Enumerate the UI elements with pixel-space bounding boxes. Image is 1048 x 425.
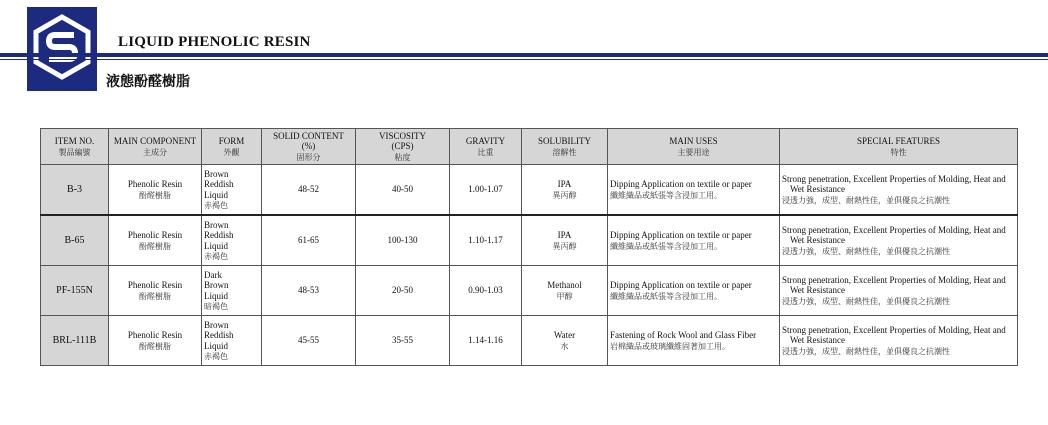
header-main-uses: MAIN USES 主要用途 [608,129,780,165]
item-no-cell: BRL-111B [41,316,109,366]
gravity-cell: 1.00-1.07 [450,165,522,216]
component-cell: Phenolic Resin 酚醛樹脂 [109,215,202,266]
viscosity-cell: 100-130 [356,215,450,266]
special-features-cell: Strong penetration, Excellent Properties of Molding, Heat and Wet Resistance 浸透力強，成型、耐熱性佳，並俱優良之抗潮性 [780,266,1018,316]
component-cell: Phenolic Resin 酚醛樹脂 [109,316,202,366]
form-cell: Brown Reddish Liquid 赤褐色 [202,165,262,216]
main-uses-cell: Dipping Application on textile or paper 纖維織品或紙張等含浸加工用。 [608,165,780,216]
main-uses-cell: Fastening of Rock Wool and Glass Fiber 岩棉織品或玻璃纖維固著加工用。 [608,316,780,366]
viscosity-cell: 35-55 [356,316,450,366]
header-rule [0,53,1048,57]
gravity-cell: 0.90-1.03 [450,266,522,316]
header-main-component: MAIN COMPONENT 主成分 [109,129,202,165]
component-cell: Phenolic Resin 酚醛樹脂 [109,165,202,216]
header-special-features: SPECIAL FEATURES 特性 [780,129,1018,165]
table-header-row [41,129,1018,165]
header-viscosity: VISCOSITY (CPS) 粘度 [356,129,450,165]
header-gravity: GRAVITY 比重 [450,129,522,165]
item-no-cell: B-65 [41,215,109,266]
table-row [41,215,1018,266]
header-rule-thin [0,59,1048,60]
main-uses-cell: Dipping Application on textile or paper 纖維織品或紙張等含浸加工用。 [608,215,780,266]
table-row [41,266,1018,316]
special-features-cell: Strong penetration, Excellent Properties of Molding, Heat and Wet Resistance 浸透力強，成型、耐熱性佳，並俱優良之抗潮性 [780,215,1018,266]
gravity-cell: 1.14-1.16 [450,316,522,366]
form-cell: Dark Brown Liquid 暗褐色 [202,266,262,316]
solubility-cell: Water 水 [522,316,608,366]
page-title-chinese: 液態酚醛樹脂 [106,74,190,90]
header-solid-content: SOLID CONTENT (%) 固形分 [262,129,356,165]
header-solubility: SOLUBILITY 溶解性 [522,129,608,165]
product-spec-table [40,128,1018,366]
company-logo-s-icon [27,7,97,91]
component-cell: Phenolic Resin 酚醛樹脂 [109,266,202,316]
solubility-cell: IPA 異丙醇 [522,215,608,266]
form-cell: Brown Reddish Liquid 赤褐色 [202,316,262,366]
header-form: FORM 外觀 [202,129,262,165]
solubility-cell: IPA 異丙醇 [522,165,608,216]
solubility-cell: Methanol 甲醇 [522,266,608,316]
gravity-cell: 1.10-1.17 [450,215,522,266]
special-features-cell: Strong penetration, Excellent Properties of Molding, Heat and Wet Resistance 浸透力強，成型、耐熱性佳，並俱優良之抗潮性 [780,316,1018,366]
viscosity-cell: 40-50 [356,165,450,216]
form-cell: Brown Reddish Liquid 赤褐色 [202,215,262,266]
special-features-cell: Strong penetration, Excellent Properties of Molding, Heat and Wet Resistance 浸透力強，成型、耐熱性佳，並俱優良之抗潮性 [780,165,1018,216]
header-item-no: ITEM NO. 製品編號 [41,129,109,165]
item-no-cell: PF-155N [41,266,109,316]
main-uses-cell: Dipping Application on textile or paper 纖維織品或紙張等含浸加工用。 [608,266,780,316]
solid-content-cell: 61-65 [262,215,356,266]
page-title: LIQUID PHENOLIC RESIN [118,34,311,50]
table-row [41,316,1018,366]
solid-content-cell: 45-55 [262,316,356,366]
solid-content-cell: 48-53 [262,266,356,316]
item-no-cell: B-3 [41,165,109,216]
viscosity-cell: 20-50 [356,266,450,316]
solid-content-cell: 48-52 [262,165,356,216]
table-row [41,165,1018,216]
